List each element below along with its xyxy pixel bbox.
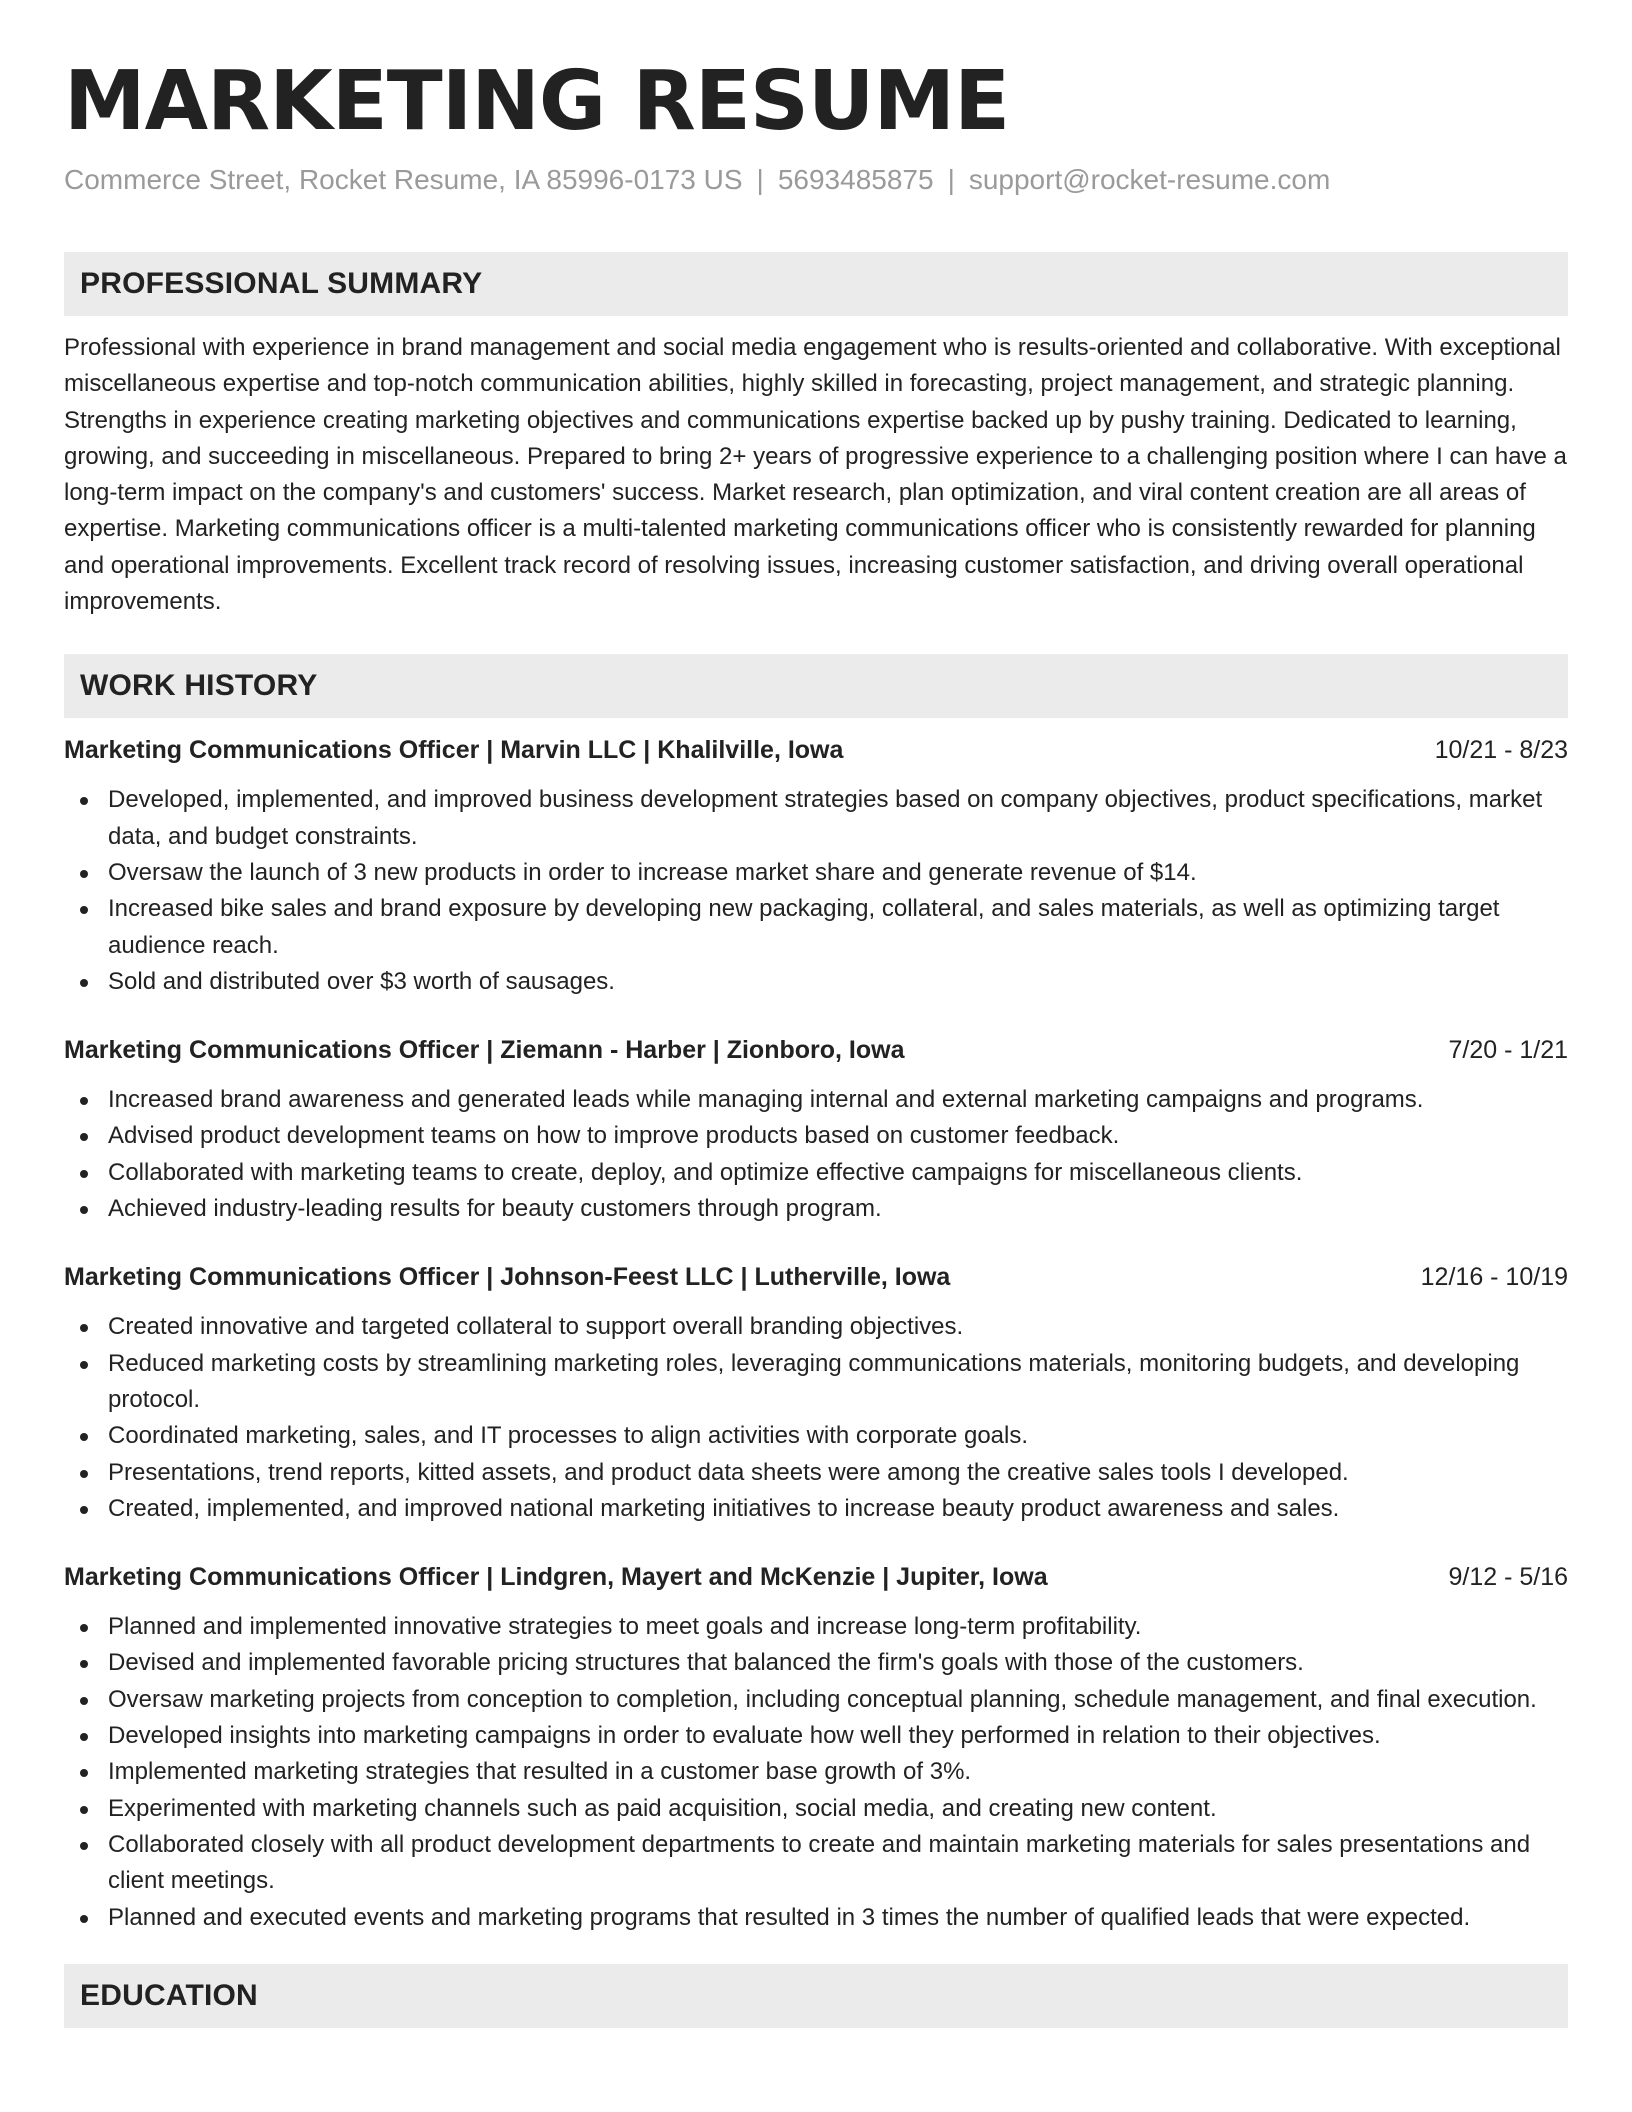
job-bullet: Achieved industry-leading results for beauty customers through program. bbox=[64, 1191, 1568, 1227]
job-bullet: Planned and executed events and marketing programs that resulted in 3 times the number of qualified leads that were expected. bbox=[64, 1900, 1568, 1936]
job-bullet: Reduced marketing costs by streamlining marketing roles, leveraging communications materials, monitoring budgets, and developing protocol. bbox=[64, 1346, 1568, 1419]
contact-separator: | bbox=[756, 164, 764, 195]
job-bullet: Planned and implemented innovative strategies to meet goals and increase long-term profitability. bbox=[64, 1609, 1568, 1645]
job-bullet: Advised product development teams on how to improve products based on customer feedback. bbox=[64, 1118, 1568, 1154]
job-header bbox=[64, 732, 1568, 768]
job-header bbox=[64, 1259, 1568, 1295]
job-entry bbox=[64, 732, 1568, 1000]
job-entry bbox=[64, 1559, 1568, 1936]
job-dates: 12/16 - 10/19 bbox=[1420, 1263, 1568, 1292]
section-heading-work-history: WORK HISTORY bbox=[64, 654, 1568, 718]
job-entry bbox=[64, 1032, 1568, 1227]
job-dates: 10/21 - 8/23 bbox=[1434, 736, 1568, 765]
job-bullet: Created innovative and targeted collateral to support overall branding objectives. bbox=[64, 1309, 1568, 1345]
job-title: Marketing Communications Officer | Ziemann - Harber | Zionboro, Iowa bbox=[64, 1036, 905, 1065]
job-bullet: Increased brand awareness and generated leads while managing internal and external marketing campaigns and programs. bbox=[64, 1082, 1568, 1118]
job-dates: 7/20 - 1/21 bbox=[1448, 1036, 1568, 1065]
job-bullet: Developed insights into marketing campaigns in order to evaluate how well they performed in relation to their objectives. bbox=[64, 1718, 1568, 1754]
job-bullet: Developed, implemented, and improved business development strategies based on company objectives, product specifications, market data, and budget constraints. bbox=[64, 782, 1568, 855]
contact-line bbox=[64, 162, 1568, 198]
job-bullet: Oversaw the launch of 3 new products in order to increase market share and generate revenue of $14. bbox=[64, 855, 1568, 891]
contact-separator: | bbox=[947, 164, 955, 195]
job-title: Marketing Communications Officer | Johnson-Feest LLC | Lutherville, Iowa bbox=[64, 1263, 951, 1292]
job-bullet-list bbox=[64, 1309, 1568, 1527]
job-title: Marketing Communications Officer | Marvin LLC | Khalilville, Iowa bbox=[64, 736, 844, 765]
job-dates: 9/12 - 5/16 bbox=[1448, 1563, 1568, 1592]
contact-address: Commerce Street, Rocket Resume, IA 85996-0173 US bbox=[64, 164, 743, 195]
job-bullet: Created, implemented, and improved national marketing initiatives to increase beauty product awareness and sales. bbox=[64, 1491, 1568, 1527]
contact-phone: 5693485875 bbox=[777, 164, 934, 195]
job-bullet-list bbox=[64, 1082, 1568, 1227]
job-bullet: Experimented with marketing channels such as paid acquisition, social media, and creating new content. bbox=[64, 1791, 1568, 1827]
resume-name: MARKETING RESUME bbox=[64, 54, 1010, 149]
job-bullet: Implemented marketing strategies that resulted in a customer base growth of 3%. bbox=[64, 1754, 1568, 1790]
summary-text: Professional with experience in brand management and social media engagement who is results-oriented and collaborative. With exceptional miscellaneous expertise and top-notch communication abilities, highly skilled in forecasting, project management, and strategic planning. Strengths in experience creating marketing objectives and communications expertise backed up by pushy training. Dedicated to learning, growing, and succeeding in miscellaneous. Prepared to bring 2+ years of progressive experience to a challenging position where I can have a long-term impact on the company's and customers' success. Market research, plan optimization, and viral content creation are all areas of expertise. Marketing communications officer is a multi-talented marketing communications officer who is consistently rewarded for planning and operational improvements. Excellent track record of resolving issues, increasing customer satisfaction, and driving overall operational improvements. bbox=[64, 334, 1567, 616]
job-bullet: Coordinated marketing, sales, and IT processes to align activities with corporate goals. bbox=[64, 1418, 1568, 1454]
job-header bbox=[64, 1032, 1568, 1068]
job-entry bbox=[64, 1259, 1568, 1527]
job-bullet: Devised and implemented favorable pricing structures that balanced the firm's goals with those of the customers. bbox=[64, 1645, 1568, 1681]
job-bullet-list bbox=[64, 782, 1568, 1000]
job-bullet: Collaborated with marketing teams to create, deploy, and optimize effective campaigns for miscellaneous clients. bbox=[64, 1155, 1568, 1191]
contact-email: support@rocket-resume.com bbox=[968, 164, 1331, 195]
job-bullet: Collaborated closely with all product development departments to create and maintain marketing materials for sales presentations and client meetings. bbox=[64, 1827, 1568, 1900]
section-heading-education: EDUCATION bbox=[64, 1964, 1568, 2028]
section-heading-summary: PROFESSIONAL SUMMARY bbox=[64, 252, 1568, 316]
job-bullet: Presentations, trend reports, kitted assets, and product data sheets were among the creative sales tools I developed. bbox=[64, 1455, 1568, 1491]
job-bullet-list bbox=[64, 1609, 1568, 1936]
job-title: Marketing Communications Officer | Lindgren, Mayert and McKenzie | Jupiter, Iowa bbox=[64, 1563, 1048, 1592]
job-bullet: Oversaw marketing projects from conception to completion, including conceptual planning, schedule management, and final execution. bbox=[64, 1682, 1568, 1718]
job-bullet: Sold and distributed over $3 worth of sausages. bbox=[64, 964, 1568, 1000]
job-header bbox=[64, 1559, 1568, 1595]
job-bullet: Increased bike sales and brand exposure by developing new packaging, collateral, and sales materials, as well as optimizing target audience reach. bbox=[64, 891, 1568, 964]
